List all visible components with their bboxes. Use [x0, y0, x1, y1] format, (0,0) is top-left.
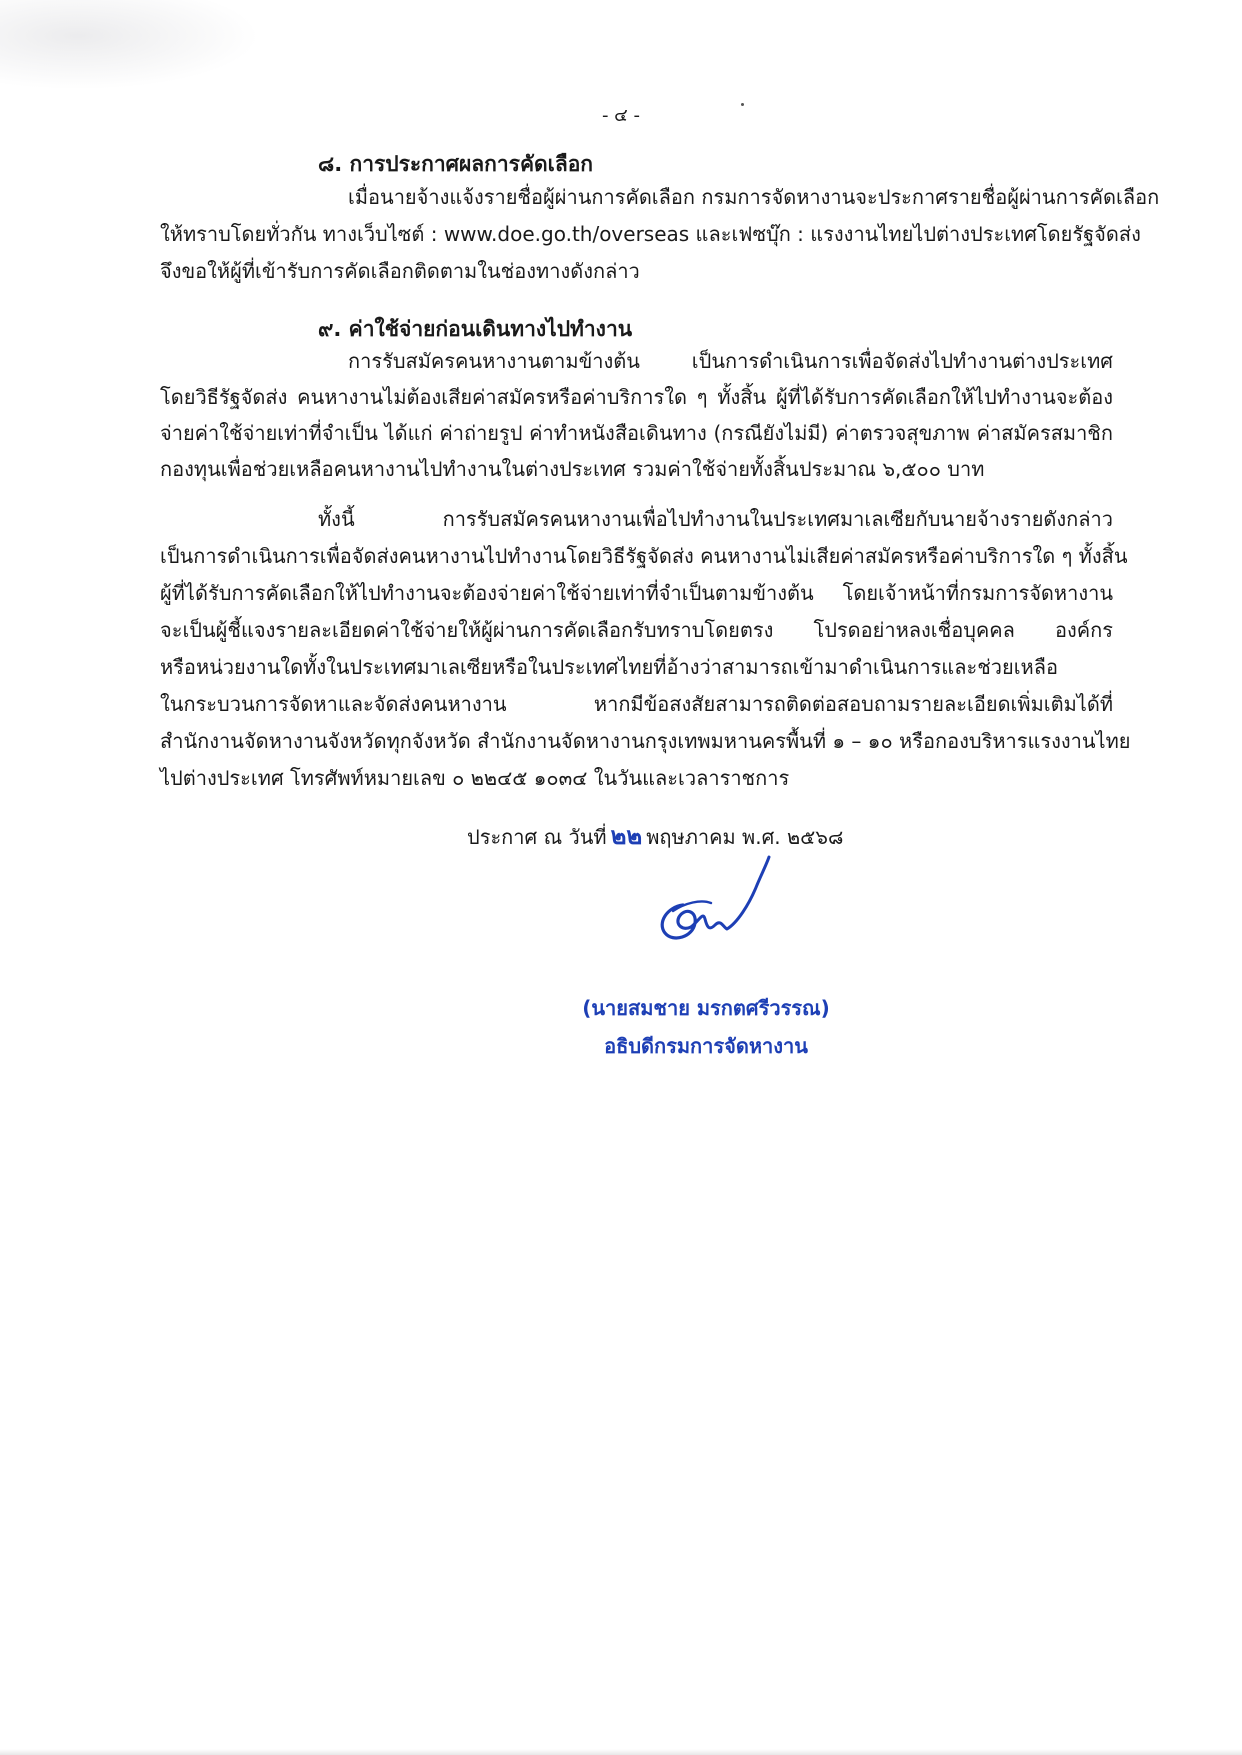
section-9-line: กองทุนเพื่อช่วยเหลือคนหางานไปทำงานในต่างประเทศ รวมค่าใช้จ่ายทั้งสิ้นประมาณ ๖,๕๐๐ บาท	[160, 457, 985, 481]
section-9-line: โดยวิธีรัฐจัดส่ง คนหางานไม่ต้องเสียค่าสมัครหรือค่าบริการใด ๆ ทั้งสิ้น ผู้ที่ได้รับการคัดเลือกให้ไปทำงานจะต้อง	[160, 385, 1113, 409]
closing-line: สำนักงานจัดหางานจังหวัดทุกจังหวัด สำนักงานจัดหางานกรุงเทพมหานครพื้นที่ ๑ – ๑๐ หรือกองบริหารแรงงานไทย	[160, 729, 1131, 753]
section-9-line: การรับสมัครคนหางานตามข้างต้น เป็นการดำเนินการเพื่อจัดส่งไปทำงานต่างประเทศ	[348, 349, 1113, 373]
scan-bottom-edge	[0, 1749, 1242, 1755]
signer-title: อธิบดีกรมการจัดหางาน	[604, 1034, 808, 1058]
announcement-prefix: ประกาศ ณ วันที่	[467, 825, 607, 849]
closing-line: ทั้งนี้ การรับสมัครคนหางานเพื่อไปทำงานในประเทศมาเลเซียกับนายจ้างรายดังกล่าว	[318, 507, 1113, 531]
scan-smudge	[0, 0, 260, 90]
signature-icon	[645, 845, 775, 955]
signer-name: (นายสมชาย มรกตศรีวรรณ)	[582, 996, 830, 1020]
closing-line: ในกระบวนการจัดหาและจัดส่งคนหางาน หากมีข้อสงสัยสามารถติดต่อสอบถามรายละเอียดเพิ่มเติมได้ที่	[160, 692, 1113, 716]
closing-line: หรือหน่วยงานใดทั้งในประเทศมาเลเซียหรือในประเทศไทยที่อ้างว่าสามารถเข้ามาดำเนินการและช่วยเหลือ	[160, 655, 1058, 679]
announcement-day: ๒๒	[610, 822, 643, 850]
announcement-month-year: พฤษภาคม พ.ศ. ๒๕๖๘	[646, 825, 844, 849]
page-number: - ๔ -	[601, 105, 641, 126]
scan-dot	[741, 103, 744, 106]
section-8-line: ให้ทราบโดยทั่วกัน ทางเว็บไซต์ : www.doe.go.th/overseas และเฟซบุ๊ก : แรงงานไทยไปต่างประเทศโดยรัฐจัดส่ง	[160, 222, 1141, 246]
section-8-heading: ๘. การประกาศผลการคัดเลือก	[318, 152, 594, 176]
section-8-line: จึงขอให้ผู้ที่เข้ารับการคัดเลือกติดตามในช่องทางดังกล่าว	[160, 259, 640, 283]
closing-line: จะเป็นผู้ชี้แจงรายละเอียดค่าใช้จ่ายให้ผู้ผ่านการคัดเลือกรับทราบโดยตรง โปรดอย่าหลงเชื่อบุคคล องค์กร	[160, 618, 1113, 642]
closing-line: ไปต่างประเทศ โทรศัพท์หมายเลข ๐ ๒๒๔๕ ๑๐๓๔ ในวันและเวลาราชการ	[160, 766, 790, 790]
closing-line: ผู้ที่ได้รับการคัดเลือกให้ไปทำงานจะต้องจ่ายค่าใช้จ่ายเท่าที่จำเป็นตามข้างต้น โดยเจ้าหน้าที่กรมการจัดหางาน	[160, 581, 1113, 605]
section-9-heading: ๙. ค่าใช้จ่ายก่อนเดินทางไปทำงาน	[318, 317, 633, 341]
closing-line: เป็นการดำเนินการเพื่อจัดส่งคนหางานไปทำงานโดยวิธีรัฐจัดส่ง คนหางานไม่เสียค่าสมัครหรือค่าบริการใด ๆ ทั้งสิ้น	[160, 544, 1128, 568]
section-9-line: จ่ายค่าใช้จ่ายเท่าที่จำเป็น ได้แก่ ค่าถ่ายรูป ค่าทำหนังสือเดินทาง (กรณียังไม่มี) ค่าตรวจสุขภาพ ค่าสมัครสมาชิก	[160, 421, 1113, 445]
section-8-line: เมื่อนายจ้างแจ้งรายชื่อผู้ผ่านการคัดเลือก กรมการจัดหางานจะประกาศรายชื่อผู้ผ่านการคัดเลือก	[348, 185, 1160, 209]
